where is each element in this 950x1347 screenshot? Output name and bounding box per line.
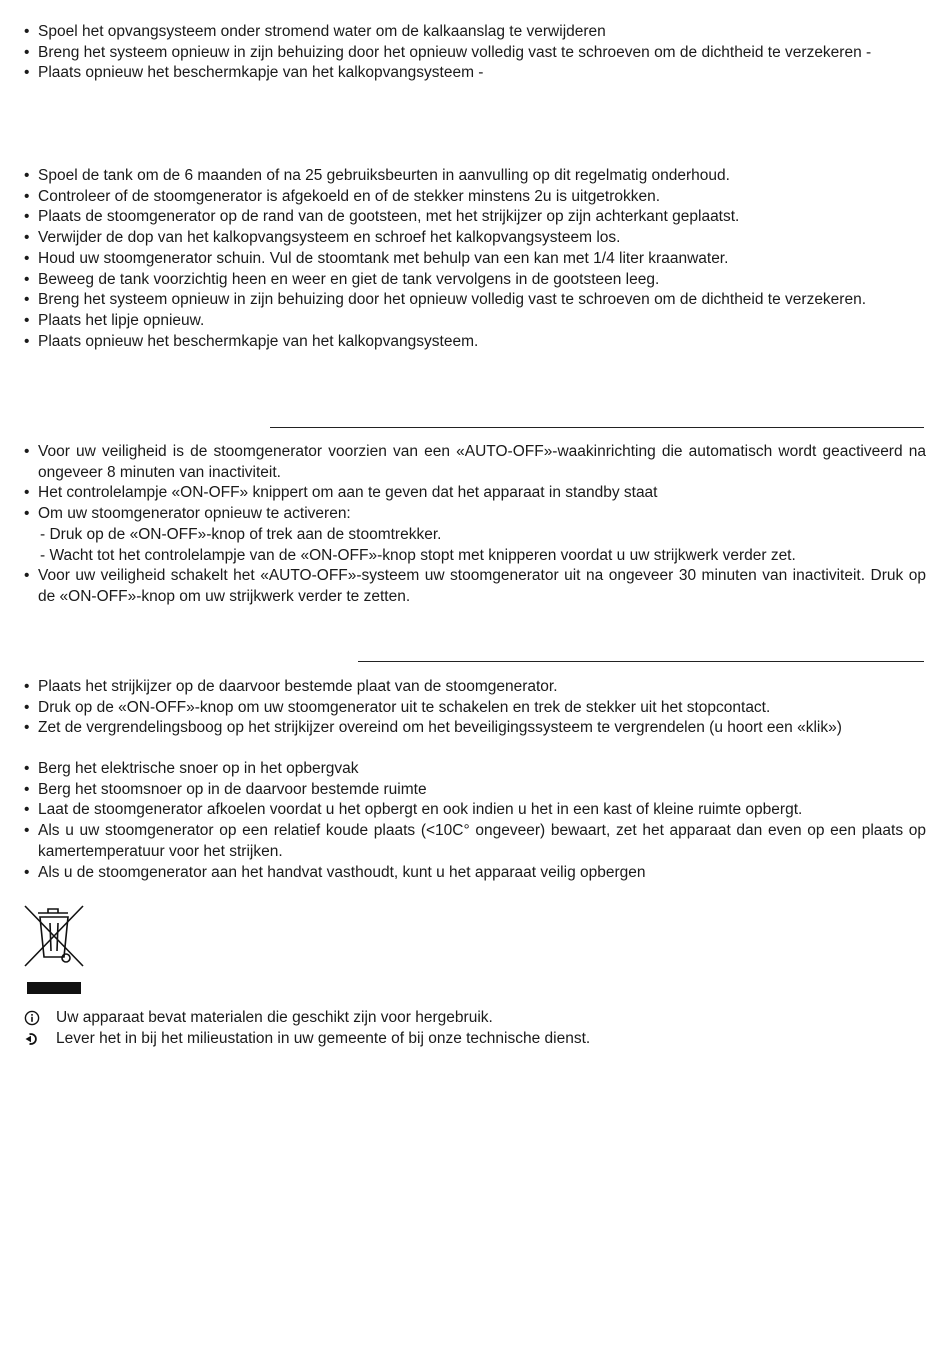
tank-rinse-list xyxy=(24,166,926,352)
list-item: • Als u uw stoomgenerator op een relatief koude plaats (<10C° ongeveer) bewaart, zet het apparaat dan even op een plaats op kamertemperatuur voor het strijken. xyxy=(24,821,926,862)
after-use-section xyxy=(24,677,926,739)
storage-section xyxy=(24,759,926,883)
list-item: • Plaats het strijkijzer op de daarvoor bestemde plaat van de stoomgenerator. xyxy=(24,677,926,698)
list-item: • Laat de stoomgenerator afkoelen voordat u het opbergt en ook indien u het in een kast of kleine ruimte opbergt. xyxy=(24,800,926,821)
list-item: • Plaats de stoomgenerator op de rand van de gootsteen, met het strijkijzer op zijn achterkant geplaatst. xyxy=(24,207,926,228)
after-use-list xyxy=(24,677,926,739)
arrow-note xyxy=(24,1029,924,1050)
list-item: • Het controlelampje «ON-OFF» knippert om aan te geven dat het apparaat in standby staat xyxy=(24,483,926,504)
list-item: • Berg het elektrische snoer op in het opbergvak xyxy=(24,759,926,780)
list-item: • Plaats opnieuw het beschermkapje van het kalkopvangsysteem. xyxy=(24,332,926,353)
list-item: • Spoel de tank om de 6 maanden of na 25 gebruiksbeurten in aanvulling op dit regelmatig onderhoud. xyxy=(24,166,926,187)
list-item: • Breng het systeem opnieuw in zijn behuizing door het opnieuw volledig vast te schroeven om de dichtheid te verzekeren. xyxy=(24,290,926,311)
list-item: • Beweeg de tank voorzichtig heen en weer en giet de tank vervolgens in de gootsteen leeg. xyxy=(24,270,926,291)
descaling-steps-list xyxy=(24,22,926,84)
list-item: • Berg het stoomsnoer op in de daarvoor bestemde ruimte xyxy=(24,780,926,801)
list-item: • Zet de vergrendelingsboog op het strijkijzer overeind om het beveiligingssysteem te vergrendelen (u hoort een «klik») xyxy=(24,718,926,739)
list-item-text: Om uw stoomgenerator opnieuw te activeren: xyxy=(38,505,351,523)
tank-rinse-section xyxy=(24,166,926,352)
arrow-note-text: Lever het in bij het milieustation in uw gemeente of bij onze technische dienst. xyxy=(56,1029,591,1047)
arrow-icon xyxy=(24,1031,56,1047)
list-item: • Als u de stoomgenerator aan het handvat vasthoudt, kunt u het apparaat veilig opbergen xyxy=(24,863,926,884)
list-item: • Spoel het opvangsysteem onder stromend water om de kalkaanslag te verwijderen xyxy=(24,22,926,43)
storage-list xyxy=(24,759,926,883)
list-item: • Voor uw veiligheid is de stoomgenerator voorzien van een «AUTO-OFF»-waakinrichting die automatisch wordt geactiveerd na ongeveer 8 minuten van inactiviteit. xyxy=(24,442,926,483)
section-divider xyxy=(358,661,924,662)
info-note xyxy=(24,1008,924,1029)
sub-item: - Druk op de «ON-OFF»-knop of trek aan de stoomtrekker. xyxy=(40,525,442,543)
list-item xyxy=(24,504,926,566)
sub-item: - Wacht tot het controlelampje van de «ON-OFF»-knop stopt met knipperen voordat u uw strijkwerk verder zet. xyxy=(40,546,796,564)
list-item: • Plaats opnieuw het beschermkapje van het kalkopvangsysteem - xyxy=(24,63,926,84)
auto-off-list xyxy=(24,442,926,608)
section-divider xyxy=(270,427,924,428)
list-item: • Breng het systeem opnieuw in zijn behuizing door het opnieuw volledig vast te schroeven om de dichtheid te verzekeren - xyxy=(24,43,926,64)
list-item: • Controleer of de stoomgenerator is afgekoeld en of de stekker minstens 2u is uitgetrokken. xyxy=(24,187,926,208)
auto-off-section xyxy=(24,442,926,608)
list-item: • Druk op de «ON-OFF»-knop om uw stoomgenerator uit te schakelen en trek de stekker uit het stopcontact. xyxy=(24,698,926,719)
sub-list xyxy=(38,525,926,566)
descaling-steps-section xyxy=(24,22,926,84)
weee-crossed-bin-icon xyxy=(24,905,84,967)
weee-bar xyxy=(27,982,81,994)
list-item: • Plaats het lipje opnieuw. xyxy=(24,311,926,332)
environment-notes xyxy=(24,1008,924,1049)
info-note-text: Uw apparaat bevat materialen die geschikt zijn voor hergebruik. xyxy=(56,1009,493,1026)
list-item: • Houd uw stoomgenerator schuin. Vul de stoomtank met behulp van een kan met 1/4 liter kraanwater. xyxy=(24,249,926,270)
info-icon xyxy=(24,1010,56,1026)
list-item: • Voor uw veiligheid schakelt het «AUTO-OFF»-systeem uw stoomgenerator uit na ongeveer 30 minuten van inactiviteit. Druk op de «ON-OFF»-knop om uw strijkwerk verder te zetten. xyxy=(24,566,926,607)
list-item: • Verwijder de dop van het kalkopvangsysteem en schroef het kalkopvangsysteem los. xyxy=(24,228,926,249)
